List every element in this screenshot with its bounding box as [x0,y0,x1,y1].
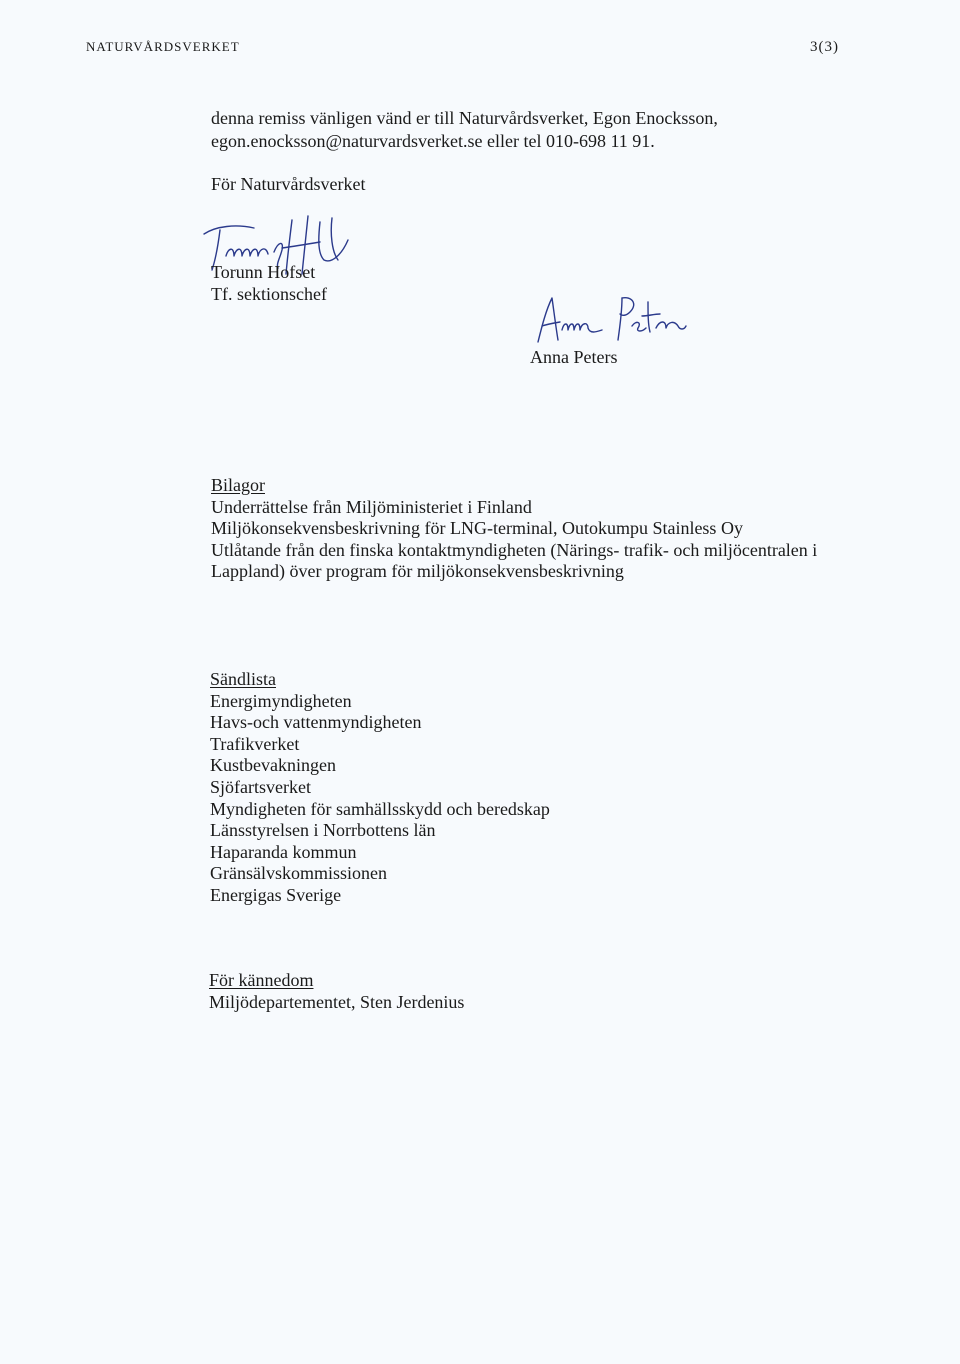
sandlista-item: Havs-och vattenmyndigheten [210,712,422,733]
sandlista-item: Energigas Sverige [210,884,342,905]
sandlista-item: Kustbevakningen [210,755,336,776]
page-number: 3(3) [810,39,839,55]
sandlista-item: Sjöfartsverket [210,776,311,797]
organization-header: NATURVÅRDSVERKET [86,39,240,54]
sandlista-item: Haparanda kommun [210,841,357,862]
contact-line-1: denna remiss vänligen vänd er till Naturvårdsverket, Egon Enocksson, [211,108,718,128]
contact-paragraph [211,107,718,153]
sandlista-item: Myndigheten för samhällsskydd och beredskap [210,798,550,819]
signature-peters [532,292,692,348]
sandlista-section [210,669,550,907]
bilagor-item: Underrättelse från Miljöministeriet i Finland [211,496,532,517]
sandlista-item: Energimyndigheten [210,690,352,711]
signer1-name: Torunn Hofset [211,262,316,282]
signer1-title: Tf. sektionschef [211,284,327,304]
signer2-name: Anna Peters [530,347,618,367]
sandlista-item: Gränsälvskommissionen [210,863,387,884]
signoff-label: För Naturvårdsverket [211,174,366,194]
bilagor-heading: Bilagor [211,475,265,495]
for-kannedom-section [209,970,464,1013]
contact-line-2: egon.enocksson@naturvardsverket.se eller tel 010-698 11 91. [211,131,655,151]
sandlista-item: Länsstyrelsen i Norrbottens län [210,820,436,841]
for-kannedom-heading: För kännedom [209,970,314,990]
bilagor-section [211,475,817,583]
bilagor-item: Lappland) över program för miljökonsekvensbeskrivning [211,561,624,582]
bilagor-item: Utlåtande från den finska kontaktmyndigheten (Närings- trafik- och miljöcentralen i [211,539,818,560]
sandlista-item: Trafikverket [210,733,300,754]
sandlista-heading: Sändlista [210,669,276,689]
bilagor-item: Miljökonsekvensbeskrivning för LNG-terminal, Outokumpu Stainless Oy [211,518,743,539]
for-kannedom-item: Miljödepartementet, Sten Jerdenius [209,991,465,1012]
